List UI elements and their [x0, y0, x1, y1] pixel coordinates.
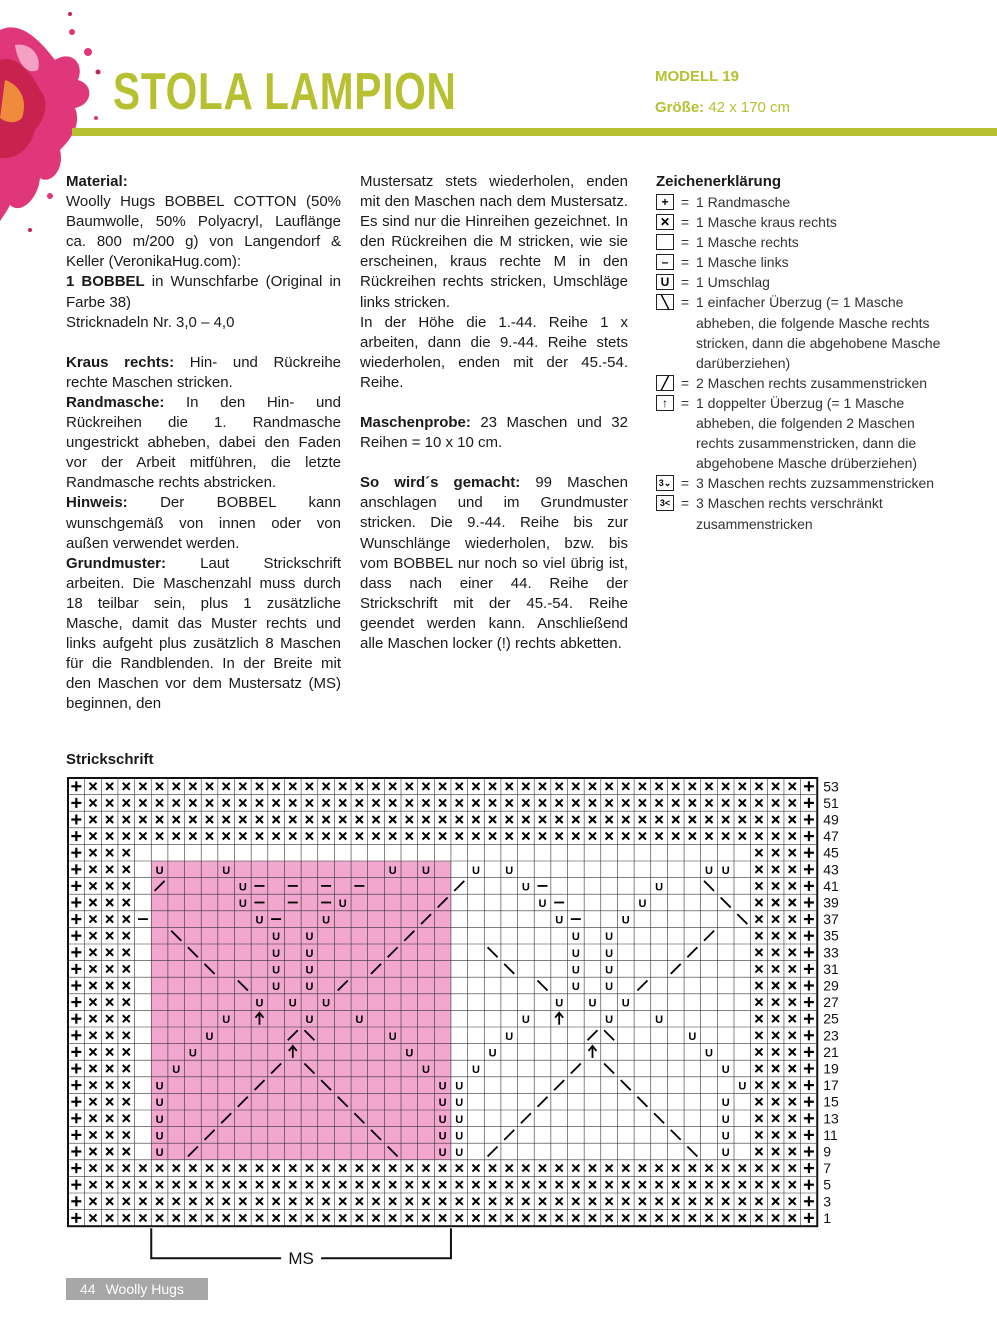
- yarn-over-mark: U: [555, 997, 564, 1010]
- yarn-over-mark: U: [405, 1047, 414, 1060]
- k2tog-mark: [671, 964, 681, 974]
- row-number: 37: [823, 911, 839, 928]
- gauge-heading: Maschenprobe:: [360, 414, 471, 432]
- yarn-over-mark: U: [721, 1130, 730, 1143]
- yarn-over-mark: U: [555, 914, 564, 927]
- row-number: 21: [823, 1043, 839, 1060]
- yarn-over-mark: U: [521, 1014, 530, 1027]
- yarn-over-symbol-icon: U: [656, 274, 674, 290]
- k2tog-mark: [488, 1147, 498, 1157]
- yarn-over-mark: U: [272, 981, 281, 993]
- yarn-over-mark: U: [571, 931, 580, 944]
- yarn-over-mark: U: [305, 931, 314, 944]
- arrow-up-symbol-icon: ↑: [656, 395, 674, 411]
- yarn-over-mark: U: [455, 1097, 464, 1110]
- instructions-heading: So wird´s gemacht:: [360, 474, 521, 492]
- material-heading: Material:: [66, 173, 128, 190]
- yarn-over-mark: U: [571, 947, 580, 960]
- yarn-over-mark: U: [155, 1113, 164, 1126]
- yarn-over-mark: U: [305, 964, 314, 977]
- yarn-over-mark: U: [621, 997, 630, 1010]
- yarn-over-mark: U: [605, 981, 614, 993]
- three-left-symbol-icon: 3<: [656, 495, 674, 511]
- yarn-over-mark: U: [571, 981, 580, 993]
- yarn-over-mark: U: [155, 1080, 164, 1093]
- page-number: 44: [80, 1281, 96, 1297]
- yarn-over-mark: U: [438, 1130, 447, 1143]
- yarn-over-mark: U: [455, 1147, 464, 1159]
- kraus-text: Hin- und Rückreihe rechte Maschen stricken.: [66, 353, 342, 391]
- row-number: 19: [823, 1060, 839, 1077]
- legend-heading: Zeichenerklärung: [656, 173, 782, 190]
- yarn-over-mark: U: [238, 898, 247, 910]
- yarn-over-mark: U: [655, 1014, 664, 1027]
- yarn-over-mark: U: [438, 1147, 447, 1159]
- yarn-over-mark: U: [155, 1147, 164, 1159]
- k2tog-mark: [554, 1080, 564, 1090]
- row-number: 41: [823, 877, 839, 894]
- yarn-over-mark: U: [155, 864, 164, 877]
- yarn-over-mark: U: [621, 914, 630, 927]
- ssk-mark: [604, 1064, 614, 1074]
- yarn-over-mark: U: [272, 964, 281, 977]
- gauge-text: 23 Maschen und 32 Reihen = 10 x 10 cm.: [360, 414, 628, 452]
- hinweis-text: Der BOBBEL kann wunschgemäß von innen oder von außen verwendet werden.: [66, 494, 341, 552]
- yarn-over-mark: U: [505, 864, 514, 877]
- knitting-chart: [66, 776, 866, 1276]
- yarn-over-mark: U: [605, 964, 614, 977]
- yarn-over-mark: U: [438, 1113, 447, 1126]
- row-number: 51: [823, 794, 839, 811]
- k2tog-mark: [637, 981, 647, 991]
- yarn-over-mark: U: [705, 864, 714, 877]
- yarn-over-mark: U: [388, 1030, 397, 1043]
- yarn-over-mark: U: [322, 914, 331, 927]
- page-title: STOLA LAMPION: [113, 63, 457, 121]
- yarn-over-mark: U: [605, 931, 614, 944]
- yarn-over-mark: U: [305, 947, 314, 960]
- k2tog-mark: [704, 931, 714, 941]
- ssk-mark: [687, 1147, 697, 1157]
- needles-text: Stricknadeln Nr. 3,0 – 4,0: [66, 313, 235, 331]
- ssk-mark: [488, 947, 498, 957]
- yarn-over-mark: U: [155, 1097, 164, 1110]
- grund-heading: Grundmuster:: [66, 554, 167, 572]
- hinweis-heading: Hinweis:: [66, 494, 128, 512]
- row-number: 39: [823, 894, 839, 911]
- legend-item: ╲ = 1 einfacher Überzug (= 1 Masche abheben, die folgende Masche rechts stricken, dann die abgehobene Masche darüberziehen): [656, 292, 956, 372]
- k2tog-mark: [538, 1097, 548, 1107]
- yarn-over-mark: U: [438, 1080, 447, 1093]
- row-number: 11: [823, 1126, 838, 1143]
- yarn-over-mark: U: [255, 914, 264, 927]
- rand-text: In den Hin- und Rückreihen die 1. Randmasche ungestrickt abheben, dabei den Faden vor der Arbeit mitführen, die letzte Randmasche rechts abstricken.: [66, 393, 341, 492]
- ssk-mark: [538, 981, 548, 991]
- row-number: 9: [823, 1143, 832, 1160]
- yarn-over-mark: U: [721, 1113, 730, 1126]
- yarn-over-mark: U: [421, 1064, 430, 1076]
- row-number: 27: [823, 994, 839, 1011]
- k2tog-mark: [687, 947, 697, 957]
- material-text: Woolly Hugs BOBBEL COTTON (50% Baumwolle, 50% Polyacryl, Lauflänge ca. 800 m/200 g) von Langendorf & Keller (VeronikaHug.com):: [66, 193, 341, 271]
- yarn-over-mark: U: [355, 1014, 364, 1027]
- three-down-symbol-icon: 3⌄: [656, 475, 674, 491]
- page-footer: [66, 1278, 208, 1300]
- k2tog-mark: [521, 1113, 531, 1123]
- yarn-over-mark: U: [338, 898, 347, 910]
- yarn-over-mark: U: [272, 931, 281, 944]
- text-column-1: [66, 172, 341, 714]
- row-number: 17: [823, 1077, 839, 1094]
- size-label: Größe:: [655, 99, 705, 116]
- yarn-over-mark: U: [505, 1030, 514, 1043]
- row-number: 45: [823, 844, 839, 861]
- size-value: 42 x 170 cm: [708, 99, 791, 116]
- row-number: 3: [823, 1193, 832, 1210]
- row-number: 33: [823, 944, 839, 961]
- legend-item: ╱ = 2 Maschen rechts zusammenstricken: [656, 373, 956, 393]
- instructions-text: 99 Maschen anschlagen und im Grundmuster stricken. Die 9.-44. Reihe bis zur Wunschlänge wiederholen, bzw. bis vom BOBBEL nur noch so viel übrig ist, dass nach einer 44. Reihe der Strickschrift mit der 45.-54. Reihe geendet werden kann. Anschließend alle Maschen locker (!) rechts abketten.: [360, 474, 628, 652]
- header-rule: [72, 128, 997, 136]
- repeat-label: MS: [288, 1249, 314, 1269]
- dash-symbol-icon: –: [656, 254, 674, 270]
- yarn-over-mark: U: [238, 881, 247, 894]
- row-number: 25: [823, 1010, 839, 1027]
- k2tog-mark: [587, 1030, 597, 1040]
- row-number: 35: [823, 927, 839, 944]
- legend-item: – = 1 Masche links: [656, 252, 956, 272]
- row-number: 49: [823, 811, 839, 828]
- slash-symbol-icon: ╱: [656, 375, 674, 391]
- ssk-mark: [621, 1080, 631, 1090]
- ssk-mark: [721, 898, 731, 908]
- yarn-over-mark: U: [721, 1097, 730, 1110]
- ssk-mark: [737, 914, 747, 924]
- yarn-over-mark: U: [205, 1030, 214, 1043]
- ssk-mark: [654, 1113, 664, 1123]
- yarn-over-mark: U: [655, 881, 664, 894]
- yarn-over-mark: U: [455, 1113, 464, 1126]
- k2tog-mark: [454, 881, 464, 891]
- size-info: [655, 99, 790, 116]
- yarn-over-mark: U: [605, 1014, 614, 1027]
- yarn-over-mark: U: [305, 1014, 314, 1027]
- yarn-over-mark: U: [305, 981, 314, 993]
- yarn-over-mark: U: [455, 1130, 464, 1143]
- symbol-legend: [656, 172, 956, 534]
- k2tog-mark: [504, 1130, 514, 1140]
- yarn-over-mark: U: [705, 1047, 714, 1060]
- yarn-over-mark: U: [155, 1130, 164, 1143]
- yarn-over-mark: U: [588, 997, 597, 1010]
- yarn-over-mark: U: [688, 1030, 697, 1043]
- footer-brand: Woolly Hugs: [105, 1281, 184, 1297]
- row-number: 5: [823, 1176, 832, 1193]
- yarn-over-mark: U: [222, 864, 231, 877]
- text-column-2: [360, 172, 628, 654]
- yarn-over-mark: U: [638, 898, 647, 910]
- model-label: MODELL 19: [655, 68, 739, 85]
- yarn-over-mark: U: [521, 881, 530, 894]
- row-number: 1: [823, 1209, 832, 1226]
- bobbel-text: in Wunschfarbe (Original in Farbe 38): [66, 273, 341, 311]
- yarn-over-mark: U: [721, 1147, 730, 1159]
- legend-item: ✕ = 1 Masche kraus rechts: [656, 212, 956, 232]
- plus-symbol-icon: +: [656, 194, 674, 210]
- yarn-over-mark: U: [488, 1047, 497, 1060]
- height-text: In der Höhe die 1.-44. Reihe 1 x arbeiten, dann die 9.-44. Reihe stets wiederholen, enden mit der 45.-54. Reihe.: [360, 313, 628, 391]
- row-number: 7: [823, 1160, 832, 1177]
- yarn-over-mark: U: [255, 997, 264, 1010]
- legend-item: ↑ = 1 doppelter Überzug (= 1 Masche abheben, die folgenden 2 Maschen rechts zusammenstricken, dann die abgehobene Masche drüberziehen): [656, 393, 956, 473]
- bobbel-bold: 1 BOBBEL: [66, 273, 145, 291]
- row-number: 47: [823, 828, 839, 845]
- empty-symbol-icon: [656, 234, 674, 250]
- yarn-over-mark: U: [721, 1064, 730, 1076]
- yarn-over-mark: U: [571, 964, 580, 977]
- row-number: 29: [823, 977, 839, 994]
- row-number: 31: [823, 960, 839, 977]
- yarn-over-mark: U: [471, 1064, 480, 1076]
- yarn-over-mark: U: [438, 1097, 447, 1110]
- yarn-over-mark: U: [288, 997, 297, 1010]
- legend-item: = 1 Masche rechts: [656, 232, 956, 252]
- legend-item: 3⌄ = 3 Maschen rechts zuzsammenstricken: [656, 473, 956, 493]
- yarn-over-mark: U: [188, 1047, 197, 1060]
- yarn-over-mark: U: [738, 1080, 747, 1093]
- pattern-continuation-text: Mustersatz stets wiederholen, enden mit den Maschen nach dem Mustersatz. Es sind nur die Hinreihen gezeichnet. In den Rückreihen die M stricken, wie sie erscheinen, kraus rechte M in den Rückreihen rechts stricken, Umschläge links stricken.: [360, 173, 628, 311]
- row-number: 23: [823, 1027, 839, 1044]
- yarn-over-mark: U: [605, 947, 614, 960]
- backslash-symbol-icon: ╲: [656, 294, 674, 310]
- yarn-over-mark: U: [322, 997, 331, 1010]
- yarn-over-mark: U: [455, 1080, 464, 1093]
- yarn-over-mark: U: [538, 898, 547, 910]
- yarn-over-mark: U: [721, 864, 730, 877]
- row-number: 43: [823, 861, 839, 878]
- yarn-over-mark: U: [421, 864, 430, 877]
- row-number: 15: [823, 1093, 839, 1110]
- legend-item: + = 1 Randmasche: [656, 192, 956, 212]
- legend-item: U = 1 Umschlag: [656, 272, 956, 292]
- rand-heading: Randmasche:: [66, 393, 165, 411]
- yarn-over-mark: U: [388, 864, 397, 877]
- row-number: 13: [823, 1110, 839, 1127]
- ssk-mark: [637, 1097, 647, 1107]
- grund-text: Laut Strickschrift arbeiten. Die Maschenzahl muss durch 18 teilbar sein, plus 1 zusätzliche Masche, damit das Muster rechts und links aufgeht plus zusätzlich 8 Maschen für die Randblenden. In der Breite mit den Maschen vor dem Mustersatz (MS) beginnen, den: [66, 554, 341, 713]
- ssk-mark: [504, 964, 514, 974]
- chart-title: Strickschrift: [66, 751, 154, 768]
- yarn-over-mark: U: [222, 1014, 231, 1027]
- ssk-mark: [671, 1130, 681, 1140]
- yarn-over-mark: U: [272, 947, 281, 960]
- yarn-over-mark: U: [471, 864, 480, 877]
- legend-item: 3< = 3 Maschen rechts verschränkt zusammenstricken: [656, 493, 956, 533]
- row-number: 53: [823, 778, 839, 795]
- yarn-over-mark: U: [172, 1064, 181, 1076]
- ssk-mark: [604, 1030, 614, 1040]
- k2tog-mark: [571, 1064, 581, 1074]
- ssk-mark: [704, 881, 714, 891]
- cross-symbol-icon: ✕: [656, 214, 674, 230]
- kraus-heading: Kraus rechts:: [66, 353, 175, 371]
